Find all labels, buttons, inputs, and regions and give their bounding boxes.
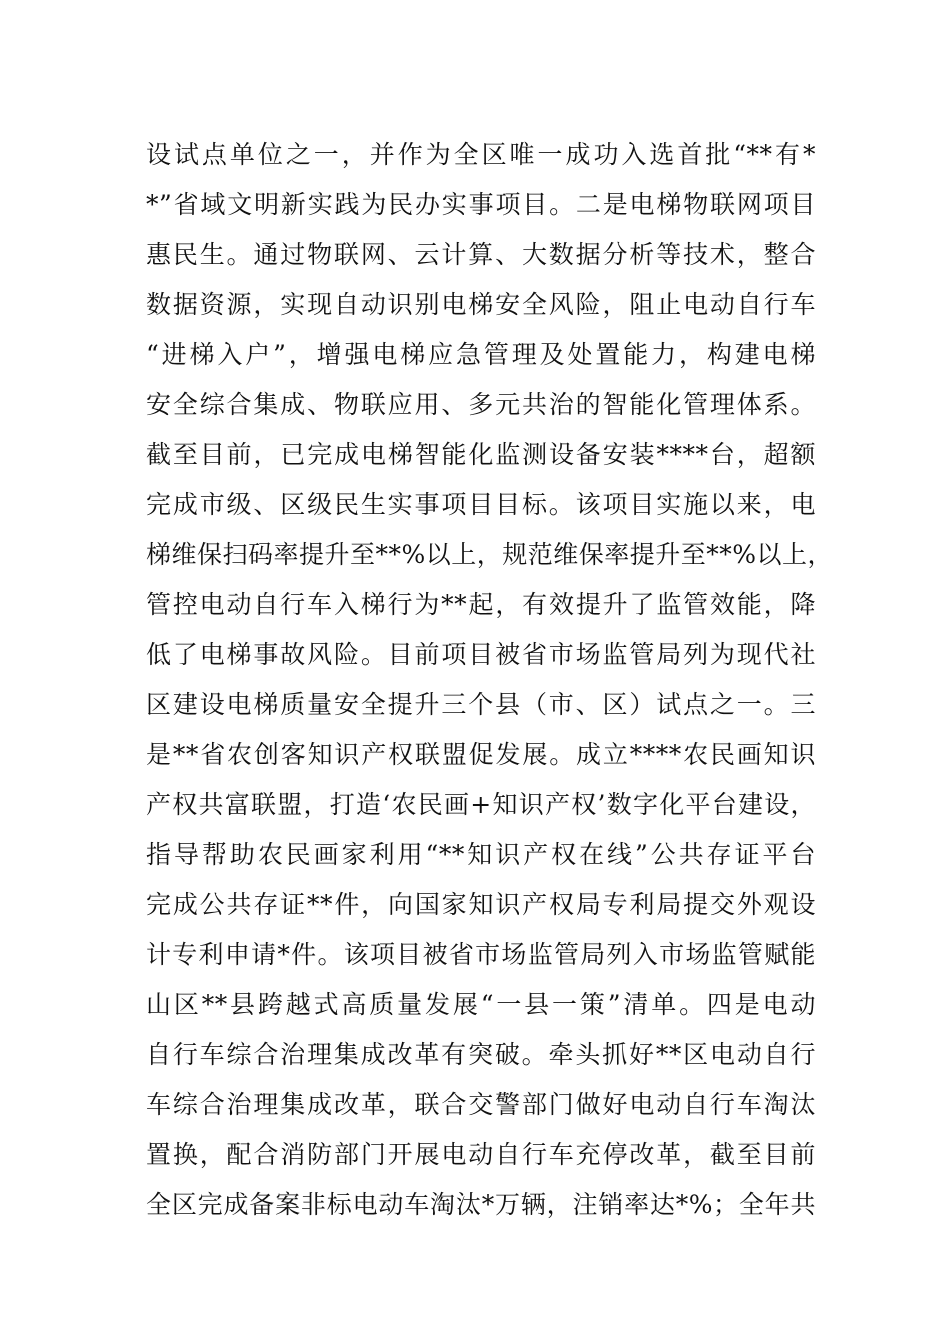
text-line: “进梯入户”，增强电梯应急管理及处置能力，构建电梯	[146, 340, 816, 369]
text-line: 数据资源，实现自动识别电梯安全风险，阻止电动自行车	[146, 290, 816, 319]
text-line: 完成市级、区级民生实事项目目标。该项目实施以来，电	[146, 490, 816, 519]
text-line: 低了电梯事故风险。目前项目被省市场监管局列为现代社	[146, 640, 816, 669]
text-line: 自行车综合治理集成改革有突破。牵头抓好**区电动自行	[146, 1040, 816, 1069]
text-line: 设试点单位之一，并作为全区唯一成功入选首批“**有*	[146, 140, 816, 169]
text-line: 区建设电梯质量安全提升三个县（市、区）试点之一。三	[146, 690, 816, 719]
text-line: 产权共富联盟，打造‘农民画+知识产权’数字化平台建设，	[146, 790, 816, 819]
text-line: 全区完成备案非标电动车淘汰*万辆，注销率达*%；全年共	[146, 1190, 816, 1219]
text-line: 安全综合集成、物联应用、多元共治的智能化管理体系。	[146, 390, 816, 419]
text-line: 截至目前，已完成电梯智能化监测设备安装****台，超额	[146, 440, 816, 469]
text-line: 计专利申请*件。该项目被省市场监管局列入市场监管赋能	[146, 940, 816, 969]
text-line: 山区**县跨越式高质量发展“一县一策”清单。四是电动	[146, 990, 816, 1019]
text-line: 是**省农创客知识产权联盟促发展。成立****农民画知识	[146, 740, 816, 769]
text-line: 管控电动自行车入梯行为**起，有效提升了监管效能，降	[146, 590, 816, 619]
text-line: 指导帮助农民画家利用“**知识产权在线”公共存证平台	[146, 840, 816, 869]
text-line: *”省域文明新实践为民办实事项目。二是电梯物联网项目	[146, 190, 816, 219]
text-line: 梯维保扫码率提升至**%以上，规范维保率提升至**%以上，	[146, 540, 834, 569]
document-body	[146, 130, 834, 1230]
text-line: 完成公共存证**件，向国家知识产权局专利局提交外观设	[146, 890, 816, 919]
text-line: 惠民生。通过物联网、云计算、大数据分析等技术，整合	[146, 240, 816, 269]
text-line: 车综合治理集成改革，联合交警部门做好电动自行车淘汰	[146, 1090, 816, 1119]
text-line: 置换，配合消防部门开展电动自行车充停改革，截至目前	[146, 1140, 816, 1169]
